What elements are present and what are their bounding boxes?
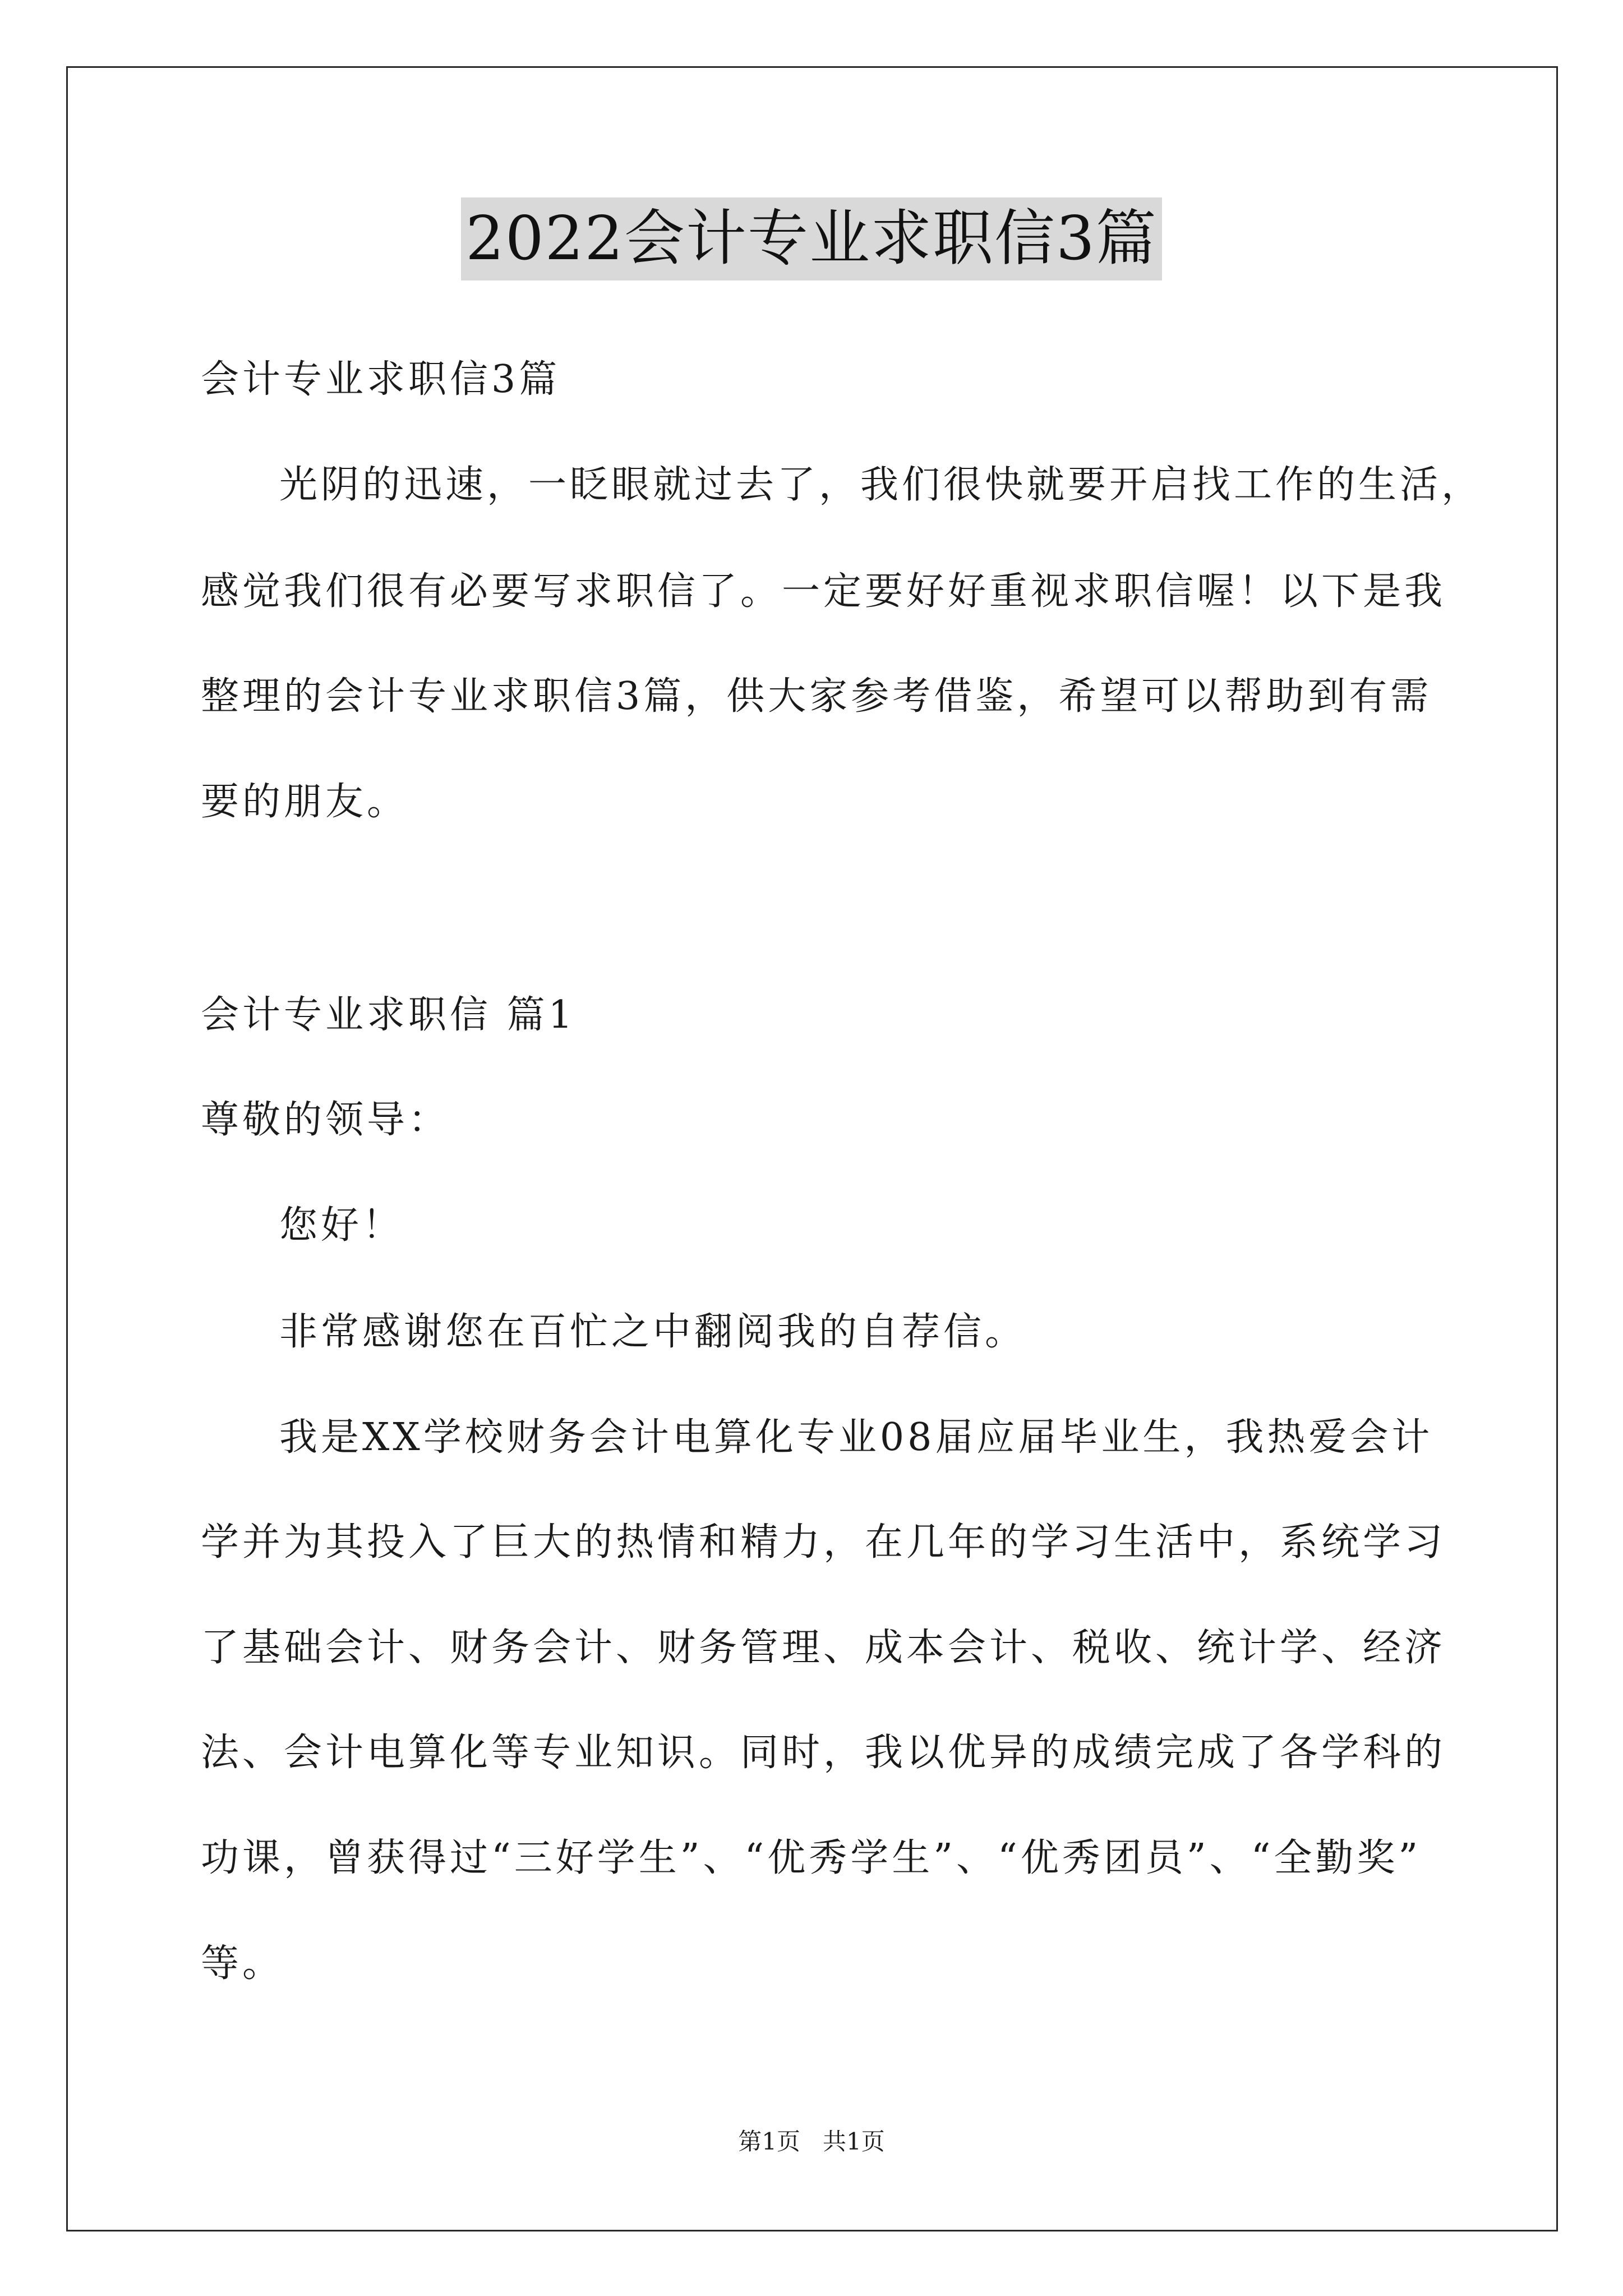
document-title: 2022会计专业求职信3篇 (461, 197, 1162, 280)
document-subtitle: 会计专业求职信3篇 (201, 357, 561, 402)
greeting: 您好！ (279, 1203, 404, 1248)
intro-line-1: 光阴的迅速，一眨眼就过去了，我们很快就要开启找工作的生活， (279, 463, 1483, 507)
paragraph-2-line-5: 功课，曾获得过“三好学生”、“优秀学生”、“优秀团员”、“全勤奖” (201, 1836, 1422, 1880)
page-number-footer: 第1页 共1页 (738, 2128, 885, 2155)
paragraph-2-line-6: 等。 (201, 1941, 284, 1986)
paragraph-2-line-1: 我是XX学校财务会计电算化专业08届应届毕业生，我热爱会计 (279, 1415, 1433, 1460)
title-container (0, 197, 1623, 280)
paragraph-2-line-3: 了基础会计、财务会计、财务管理、成本会计、税收、统计学、经济 (201, 1626, 1446, 1670)
section-heading: 会计专业求职信 篇1 (201, 993, 576, 1037)
paragraph-1: 非常感谢您在百忙之中翻阅我的自荐信。 (279, 1310, 1027, 1354)
intro-line-4: 要的朋友。 (201, 780, 409, 824)
intro-line-2: 感觉我们很有必要写求职信了。一定要好好重视求职信喔！以下是我 (201, 569, 1446, 614)
paragraph-2-line-2: 学并为其投入了巨大的热情和精力，在几年的学习生活中，系统学习 (201, 1520, 1446, 1565)
salutation: 尊敬的领导： (201, 1098, 450, 1142)
paragraph-2-line-4: 法、会计电算化等专业知识。同时，我以优异的成绩完成了各学科的 (201, 1731, 1446, 1775)
intro-line-3: 整理的会计专业求职信3篇，供大家参考借鉴，希望可以帮助到有需 (201, 674, 1432, 719)
